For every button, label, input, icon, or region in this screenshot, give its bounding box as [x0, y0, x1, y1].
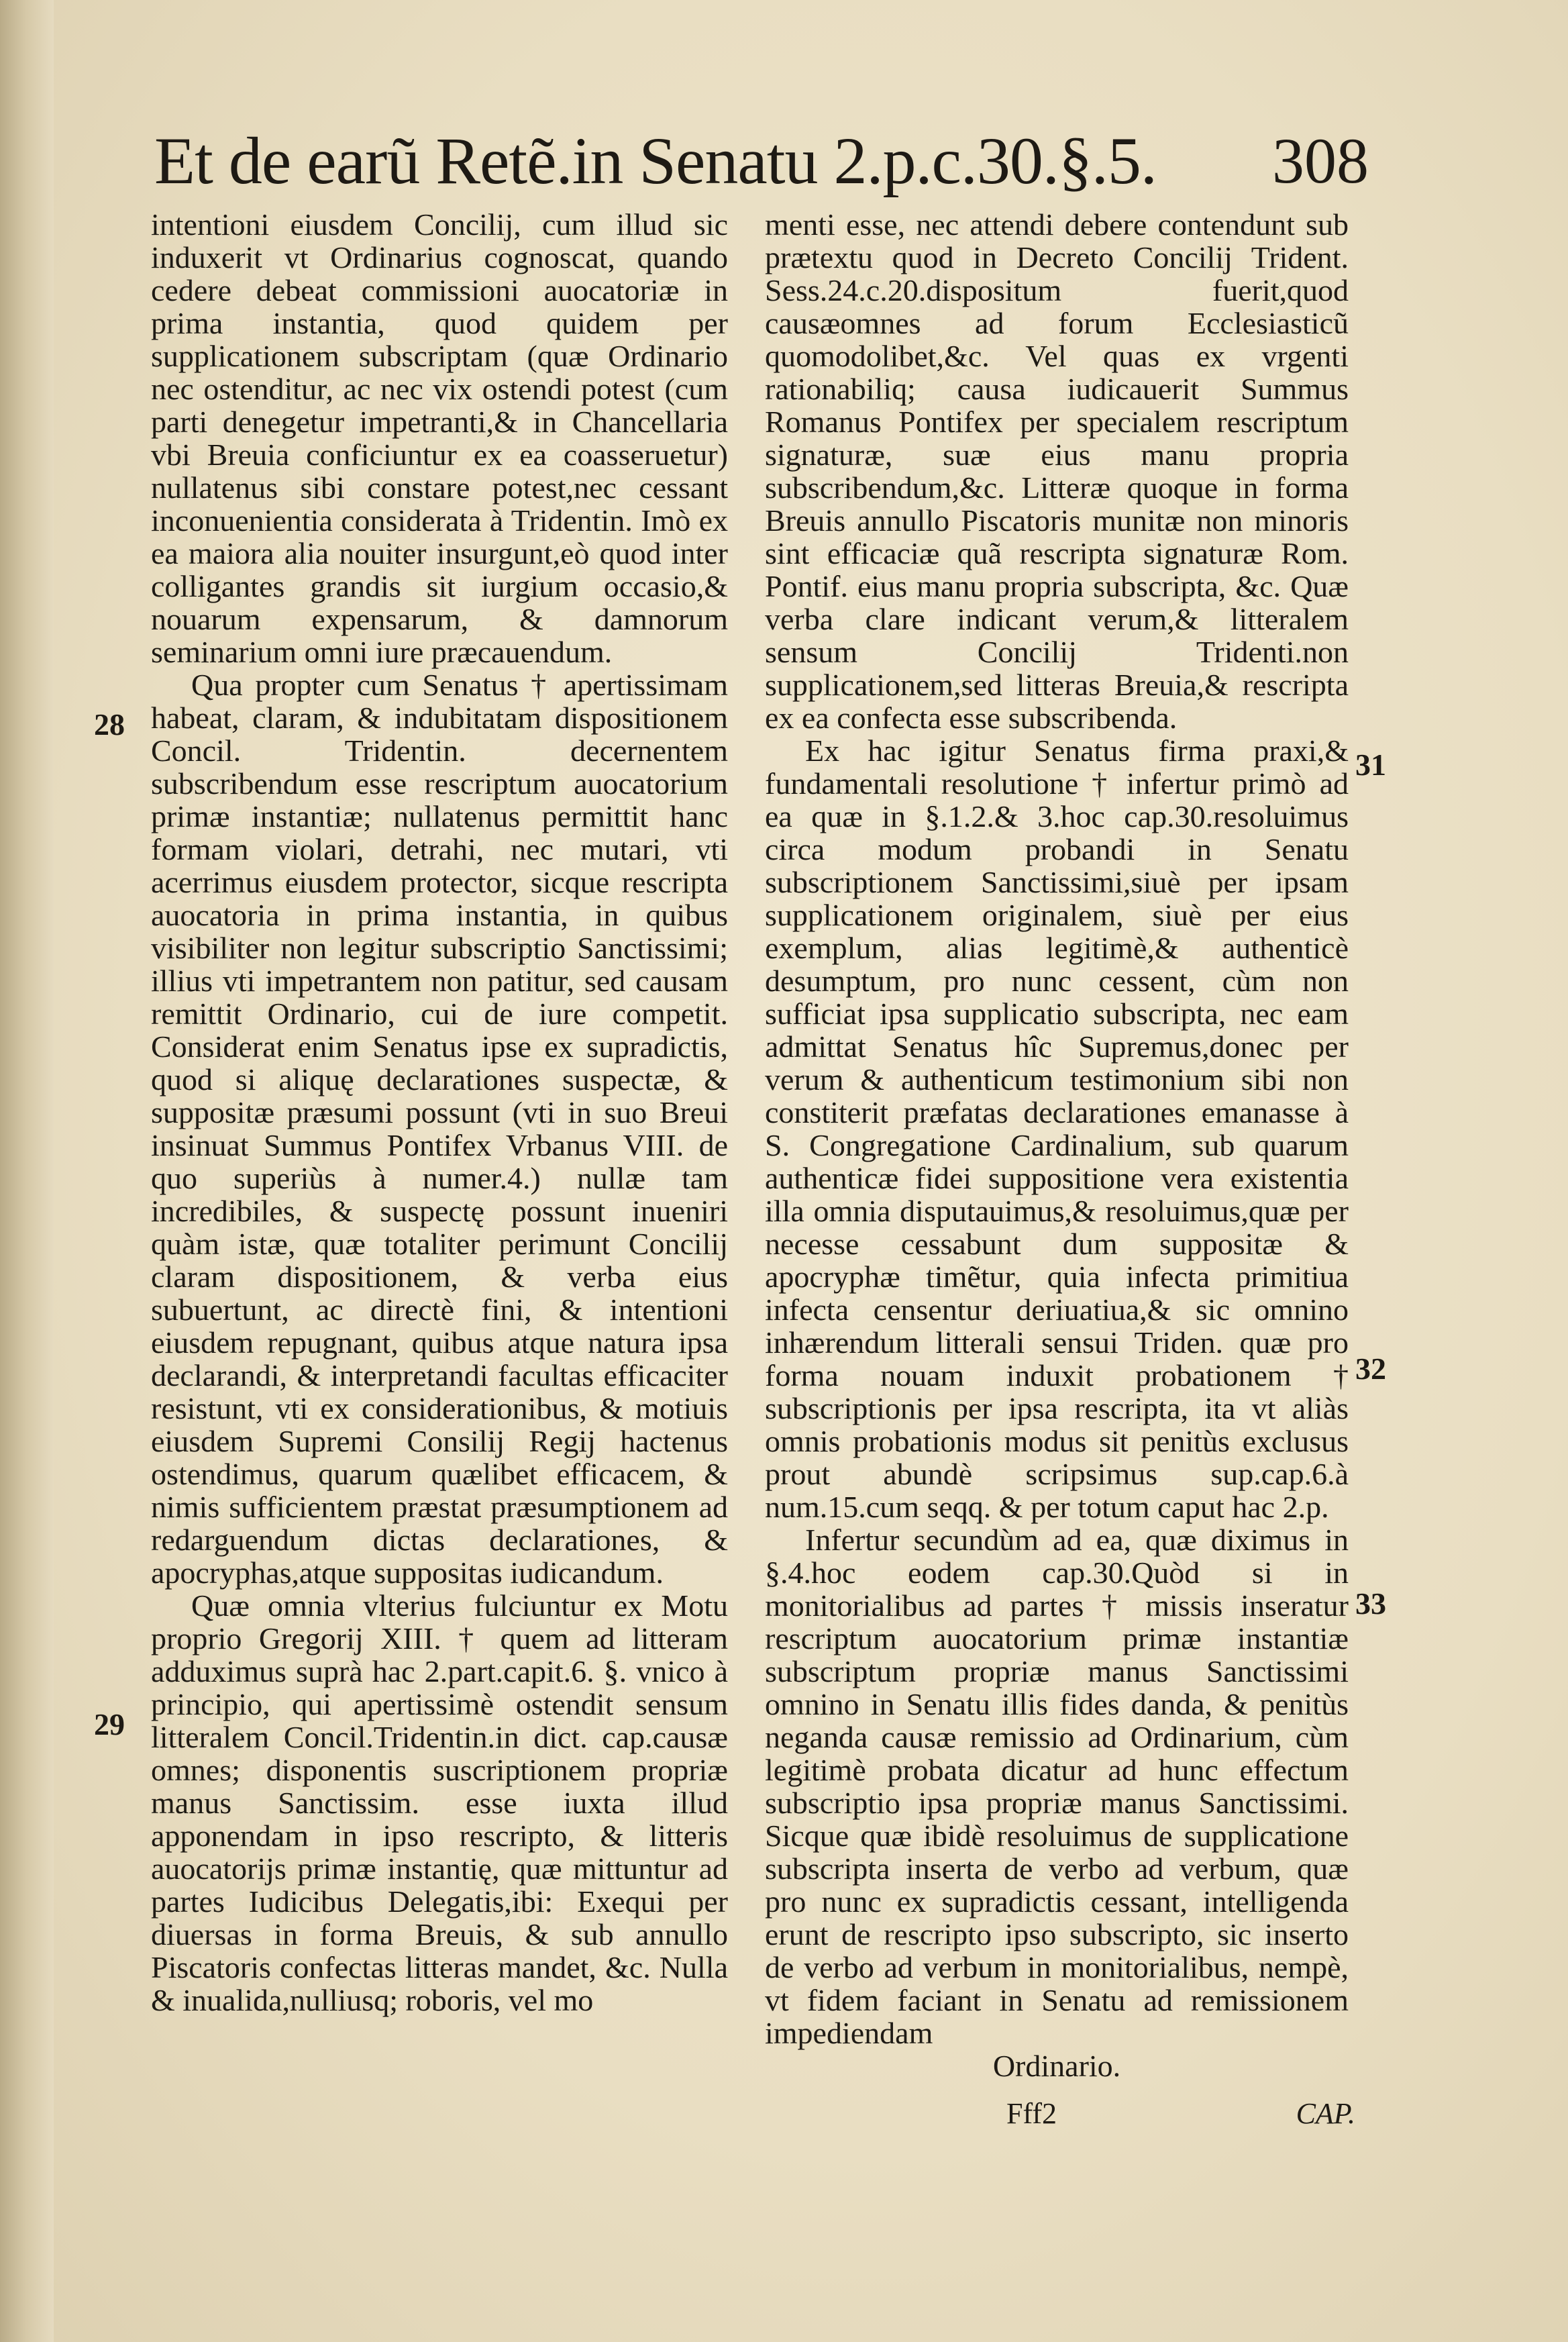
page-number: 308 [1272, 125, 1369, 197]
catchword: CAP. [1296, 2097, 1355, 2130]
marginal-number: 33 [1355, 1586, 1386, 1621]
paragraph: Qua propter cum Senatus † apertissimam habeat, claram, & indubitatam dispositionem Concil. Tridentin. decernentem subscribendum esse rescriptum auocatorium primæ instantiæ; nullatenus permittit hanc formam violari, detrahi, nec mutari, vti acerrimus eiusdem protector, sicque rescripta auocatoria in prima instantia, in quibus visibiliter non legitur subscriptio Sanctissimi; illius vti impetrantem non patitur, sed causam remittit Ordinario, cui de iure competit. Considerat enim Senatus ipse ex supradictis, quod si aliquę declarationes suspectæ, & suppositæ præsumi possunt (vti in suo Breui insinuat Summus Pontifex Vrbanus VIII. de quo superiùs à numer.4.) nullæ tam incredibiles, & suspectę possunt inueniri quàm istæ, quæ totaliter perimunt Concilij claram dispositionem, & verba eius subuertunt, ac directè fini, & intentioni eiusdem repugnant, quibus atque natura ipsa declarandi, & interpretandi facultas efficaciter resistunt, vti ex considerationibus, & motiuis eiusdem Supremi Consilij Regij hactenus ostendimus, quarum quælibet efficacem, & nimis sufficientem præstat præsumptionem ad redarguendum dictas declarationes, & apocryphas,atque suppositas iudicandum. [151, 668, 728, 1590]
paragraph: Ex hac igitur Senatus firma praxi,& fundamentali resolutione † infertur primò ad ea quæ in §.1.2.& 3.hoc cap.30.resoluimus circa modum probandi in Senatu subscriptionem Sanctissimi,siuè per ipsam supplicationem originalem, siuè per eius exemplum, alias legitimè,& authenticè desumptum, pro nunc cessent, cùm non sufficiat ipsa supplicatio subscripta, nec eam admittat Senatus hîc Supremus,donec per verum & authenticum testimonium sibi non constiterit præfatas declarationes emanasse à S. Congregatione Cardinalium, sub quarum authenticæ fidei suppositione vera existentia illa omnia disputauimus,& resoluimus,quæ per necesse cessabunt dum suppositæ & apocryphæ timẽtur, quia infecta primitiua infecta censentur deriuatiua,& sic omnino inhærendum litterali sensui Triden. quæ pro forma nouam induxit probationem † subscriptionis per ipsa rescripta, ita vt aliàs omnis probationis modus sit penitùs exclusus prout abundè scripsimus sup.cap.6.à num.15.cum seqq. & per totum caput hac 2.p. [765, 733, 1349, 1524]
signature-mark: Fff2 [1006, 2097, 1057, 2130]
binding-gutter [0, 0, 54, 2342]
paragraph: intentioni eiusdem Concilij, cum illud sic induxerit vt Ordinarius cognoscat, quando cedere debeat commissioni auocatoriæ in prima instantia, quod quidem per supplicationem subscriptam (quæ Ordinario nec ostenditur, ac nec vix ostendi potest (cum parti denegetur impetranti,& in Chancellaria vbi Breuia conficiuntur ex ea coasseruetur) nullatenus sibi constare potest,nec cessant inconuenientia considerata à Tridentin. Imò ex ea maiora alia nouiter insurgunt,eò quod inter colligantes grandis sit iurgium occasio,& nouarum expensarum, & damnorum seminarium omni iure præcauendum. [151, 207, 728, 669]
marginal-number: 31 [1355, 748, 1386, 782]
paragraph: menti esse, nec attendi debere contendunt sub prætextu quod in Decreto Concilij Trident. Sess.24.c.20.dispositum fuerit,quod causæomnes ad forum Ecclesiasticũ quomodolibet,&c. Vel quas ex vrgenti rationabiliq; causa iudicauerit Summus Romanus Pontifex per specialem rescriptum signaturæ, suæ eius manu propria subscribendum,&c. Litteræ quoque in forma Breuis annullo Piscatoris munitæ non minoris sint efficaciæ quã rescripta signaturæ Rom. Pontif. eius manu propria subscripta, &c. Quæ verba clare indicant verum,& litteralem sensum Concilij Tridenti.non supplicationem,sed litteras Breuia,& rescripta ex ea confecta esse subscribenda. [765, 207, 1349, 735]
right-column [765, 208, 1349, 2082]
paragraph: Quæ omnia vlterius fulciuntur ex Motu proprio Gregorij XIII. † quem ad litteram adduximus suprà hac 2.part.capit.6. §. vnico à principio, qui apertissimè ostendit sensum litteralem Concil.Tridentin.in dict. cap.causæ omnes; disponentis suscriptionem propriæ manus Sanctissim. esse iuxta illud apponendam in ipso rescripto, & litteris auocatorijs primæ instantię, quæ mittuntur ad partes Iudicibus Delegatis,ibi: Exequi per diuersas in forma Breuis, & sub annullo Piscatoris confectas litteras mandet, &c. Nulla & inualida,nulliusq; roboris, vel mo [151, 1588, 728, 2017]
paragraph: Infertur secundùm ad ea, quæ diximus in §.4.hoc eodem cap.30.Quòd si in monitorialibus ad partes † missis inseratur rescriptum auocatorium primæ instantiæ subscriptum propriæ manus Sanctissimi omnino in Senatu illis fides danda, & penitùs neganda causæ remissio ad Ordinarium, cùm legitimè probata dicatur ad hunc effectum subscriptio ipsa propriæ manus Sanctissimi. Sicque quæ ibidè resoluimus de supplicatione subscripta inserta de verbo ad verbum, quæ pro nunc ex supradictis cessant, intelligenda erunt de rescripto ipso subscripto, sic inserto de verbo ad verbum in monitorialibus, nempè, vt fidem faciant in Senatu ad remissionem impediendam [765, 1523, 1349, 2050]
left-column [151, 208, 728, 2017]
marginal-number: 32 [1355, 1352, 1386, 1386]
closing-lines: Ordinario. [992, 2049, 1121, 2083]
marginal-number: 28 [94, 707, 125, 742]
running-head: Et de earũ Retẽ.in Senatu 2.p.c.30.§.5. [154, 123, 1157, 198]
marginal-number: 29 [94, 1707, 125, 1741]
